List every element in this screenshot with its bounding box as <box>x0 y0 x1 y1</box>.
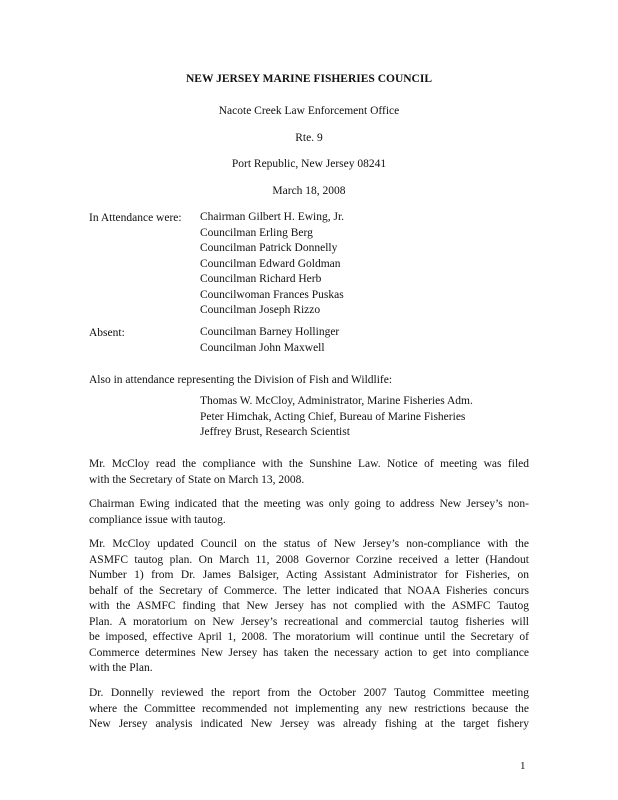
paragraph-meeting-purpose <box>89 497 529 528</box>
text-line: Plan. A moratorium on New Jersey’s recreational and commercial tautog fisheries will <box>89 615 529 628</box>
division-staff-list <box>200 394 473 441</box>
text-line: with the Plan. <box>89 662 153 674</box>
text-line: Number 1) from Dr. James Balsiger, Acting Assistant Administrator for Fisheries, on <box>89 569 529 581</box>
absentee: Councilman John Maxwell <box>200 341 325 354</box>
staff-member: Thomas W. McCloy, Administrator, Marine Fisheries Adm. <box>200 395 473 407</box>
attendee: Councilman Richard Herb <box>200 273 322 285</box>
absent-list <box>200 325 339 356</box>
text-line: where the Committee recommended not implementing any new restrictions because the <box>89 702 529 715</box>
text-line: Mr. McCloy updated Council on the status of New Jersey’s non-compliance with the <box>89 538 529 550</box>
text-line: with the Secretary of State on March 13, 2008. <box>89 473 305 486</box>
division-intro: Also in attendance representing the Division of Fish and Wildlife: <box>89 374 393 386</box>
staff-member: Jeffrey Brust, Research Scientist <box>200 426 350 438</box>
paragraph-sunshine-law <box>89 457 529 488</box>
council-title: NEW JERSEY MARINE FISHERIES COUNCIL <box>185 73 433 85</box>
meeting-date: March 18, 2008 <box>272 185 346 197</box>
text-line: be imposed, effective April 1, 2008. The moratorium will continue until the Secretary of <box>89 631 529 643</box>
text-line: New Jersey analysis indicated New Jersey was already fishing at the target fishery <box>89 718 529 730</box>
text-line: compliance issue with tautog. <box>89 513 226 526</box>
staff-member: Peter Himchak, Acting Chief, Bureau of Marine Fisheries <box>200 410 466 423</box>
attendee: Councilman Joseph Rizzo <box>200 304 321 316</box>
absentee: Councilman Barney Hollinger <box>200 326 340 338</box>
text-line: behalf of the Secretary of Commerce. The letter indicated that NOAA Fisheries concurs <box>89 584 529 597</box>
text-line: Commerce determines New Jersey has taken the necessary action to get into compliance <box>89 646 529 659</box>
paragraph-committee-report <box>89 686 529 733</box>
attendee: Councilman Edward Goldman <box>200 257 341 270</box>
text-line: Mr. McCloy read the compliance with the Sunshine Law. Notice of meeting was filed <box>89 458 529 470</box>
attendee: Councilman Patrick Donnelly <box>200 242 338 254</box>
attendance-label: In Attendance were: <box>89 212 182 224</box>
text-line: with the ASMFC finding that New Jersey has not complied with the ASMFC Tautog <box>89 600 529 612</box>
meeting-route: Rte. 9 <box>295 132 323 144</box>
meeting-location: Nacote Creek Law Enforcement Office <box>218 105 400 117</box>
attendee: Councilman Erling Berg <box>200 226 313 239</box>
paragraph-compliance-update <box>89 537 529 677</box>
attendance-list <box>200 210 344 319</box>
meeting-city: Port Republic, New Jersey 08241 <box>231 158 387 170</box>
absent-label: Absent: <box>89 327 125 339</box>
text-line: Dr. Donnelly reviewed the report from the October 2007 Tautog Committee meeting <box>89 687 529 699</box>
attendee: Chairman Gilbert H. Ewing, Jr. <box>200 211 345 223</box>
page-number: 1 <box>520 760 526 772</box>
text-line: ASMFC tautog plan. On March 11, 2008 Governor Corzine received a letter (Handout <box>89 553 529 566</box>
attendee: Councilwoman Frances Puskas <box>200 288 344 301</box>
text-line: Chairman Ewing indicated that the meeting was only going to address New Jersey’s non- <box>89 498 529 510</box>
